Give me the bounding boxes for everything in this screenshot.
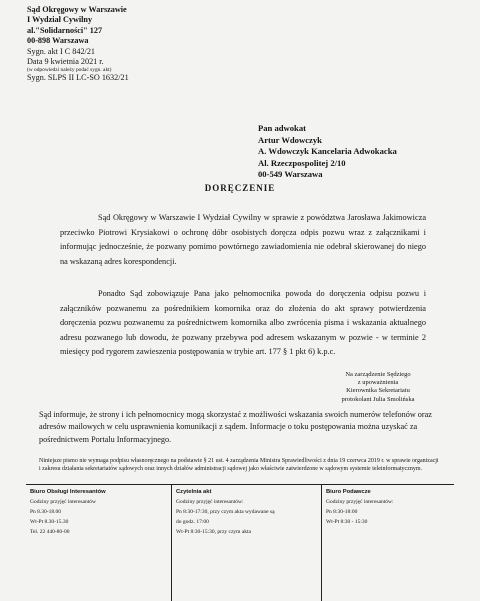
footer-line: Wt-Pt 8:30 - 15:30 xyxy=(326,519,368,525)
recipient-postal: 00-549 Warszawa xyxy=(258,169,323,180)
footer-line: Wt-Pt 8:30-15:30, przy czym akta xyxy=(176,529,251,535)
footnote: Niniejsze pismo nie wymaga podpisu własnoręcznego na podstawie § 21 ust. 4 zarządzenia Ministra Sprawiedliwości z dnia 19 czerwca 2019 r. w sprawie organizacji i zakresu działania sekretariatów sądowych oraz innych działów administracji sądowej jako właściwie zatwierdzone w sądowym systemie teleinformatycznym. xyxy=(39,458,439,472)
footer-table xyxy=(26,484,454,601)
court-name: Sąd Okręgowy w Warszawie xyxy=(27,5,127,14)
signature-line-2: z upoważnienia xyxy=(357,379,399,387)
footer-col-heading: Czytelnia akt xyxy=(176,489,212,495)
footer-line: Godziny przyjęć interesantów: xyxy=(176,499,244,505)
recipient-block xyxy=(258,123,397,181)
recipient-firm: A. Wdowczyk Kancelaria Adwokacka xyxy=(258,146,397,157)
sender-block xyxy=(27,5,129,84)
footer-line: do godz. 17:00 xyxy=(176,519,209,525)
body-paragraph-1: Sąd Okręgowy w Warszawie I Wydział Cywilny w sprawie z powództwa Jarosława Jakimowicza przeciwko Piotrowi Krysiakowi o ochronę dóbr osobistych doręcza odpis pozwu wraz z załącznikami i informując jednocześnie, że pozwany pomimo powtórnego zawiadomienia nie odebrał skierowanej do niego na wskazaną adres korespondencji. xyxy=(60,213,426,266)
footer-line: Godziny przyjęć interesantów xyxy=(30,499,96,505)
footer-col-reading-room xyxy=(172,485,322,601)
signature-line-4: protokolant Julia Smolińska xyxy=(341,395,415,403)
court-postal: 00-898 Warszawa xyxy=(27,36,89,46)
signature-line-1: Na zarządzenie Sędziego xyxy=(345,371,411,378)
footer-line: Pn 8:30-18:00 xyxy=(326,509,358,515)
recipient-street: Al. Rzeczpospolitej 2/10 xyxy=(258,157,346,168)
case-reference: Sygn. akt I C 842/21 xyxy=(27,46,96,56)
footer-line: Pn 8.30-18.00 xyxy=(30,509,62,515)
signature-block xyxy=(318,371,438,404)
reference-note: (w odpowiedzi należy podać sygn. akt) xyxy=(27,67,112,74)
letter-date: Data 9 kwietnia 2021 r. xyxy=(27,57,104,67)
footer-line: Tel. 22 440-80-00 xyxy=(30,529,70,535)
footer-col-info-office xyxy=(26,485,172,601)
document-title: DORĘCZENIE xyxy=(204,183,276,193)
footer-line: Pn 8:30-17:30, przy czym akta wydawane są xyxy=(176,509,275,515)
footer-line: Godziny przyjęć interesantów: xyxy=(326,499,394,505)
slps-reference: Sygn. SLPS II LC-SO 1632/21 xyxy=(27,73,129,83)
footer-col-heading: Biuro Podawcze xyxy=(326,489,371,495)
recipient-title: Pan adwokat xyxy=(258,123,306,133)
body-paragraph-2: Ponadto Sąd zobowiązuje Pana jako pełnomocnika powoda do doręczenia odpisu pozwu i załączników pozwanemu za pośrednikiem komornika oraz do złożenia do akt sprawy potwierdzenia doręczenia pozwu pozwanemu za pośrednictwem komornika albo zwrócenia pisma i wskazania aktualnego adresu pozwanego lub dowodu, że pozwany przebywa pod adresem wskazanym w pozwie - w terminie 2 miesięcy pod rygorem zawieszenia postępowania w trybie art. 177 § 1 pkt 6) k.p.c. xyxy=(60,289,426,356)
footer-col-heading: Biuro Obsługi Interesantów xyxy=(30,489,106,495)
footer-line: Wt-Pt 8.30-15.30 xyxy=(30,519,69,525)
signature-line-3: Kierownika Sekretariatu xyxy=(346,387,410,395)
footer-col-filing-office xyxy=(322,485,454,601)
court-street: al."Solidarności" 127 xyxy=(27,25,103,35)
recipient-name: Artur Wdowczyk xyxy=(258,134,322,145)
info-paragraph: Sąd informuje, że strony i ich pełnomocnicy mogą skorzystać z możliwości wskazania swoich numerów telefonów oraz adresów mailowych w celu usprawnienia komunikacji z sądem. Informacje o toku postępowania można uzyskać za pośrednictwem Portalu Informacyjnego. xyxy=(39,410,432,444)
court-division: I Wydział Cywilny xyxy=(27,15,93,25)
